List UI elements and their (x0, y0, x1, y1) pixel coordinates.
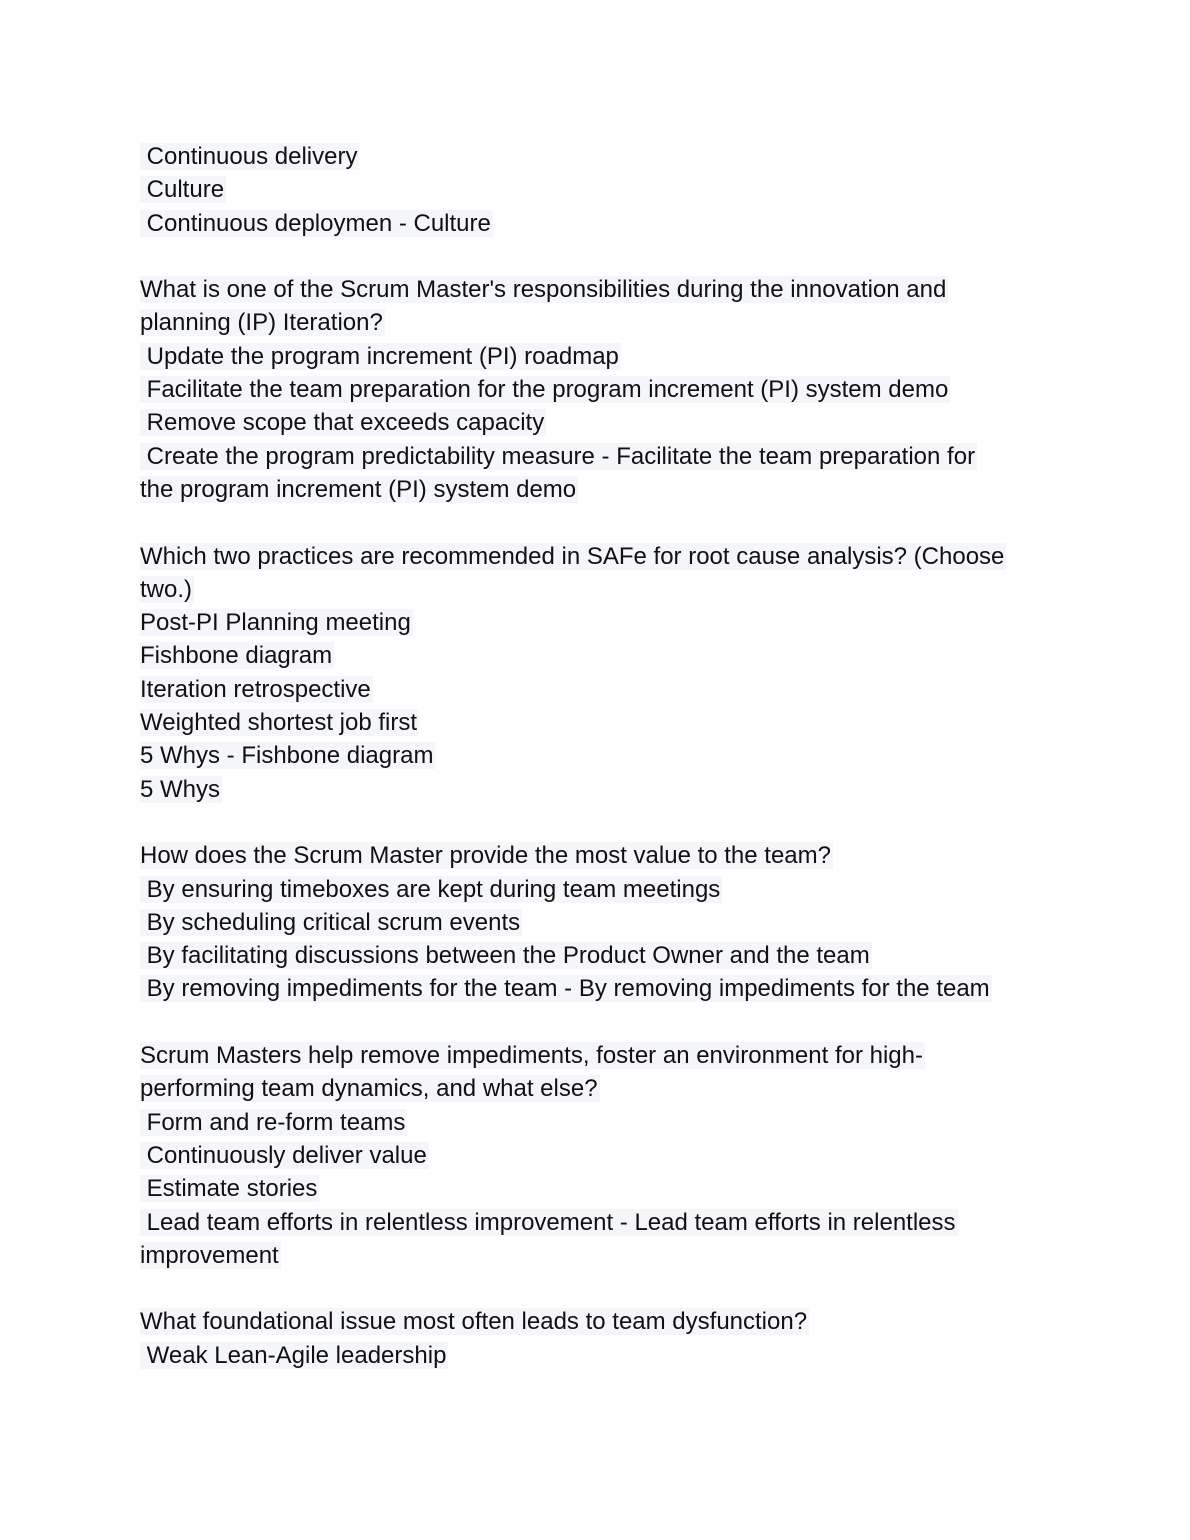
question-line: What foundational issue most often leads to team dysfunction? (140, 1308, 808, 1336)
answer-line: Create the program predictability measure - Facilitate the team preparation for (140, 442, 976, 470)
question-line: Which two practices are recommended in SAFe for root cause analysis? (Choose (140, 542, 1005, 570)
option-line: By facilitating discussions between the Product Owner and the team (140, 942, 870, 970)
question-block-what-else (140, 1039, 1040, 1272)
option-line: Facilitate the team preparation for the program increment (PI) system demo (140, 376, 949, 404)
question-line: How does the Scrum Master provide the most value to the team? (140, 842, 831, 870)
question-line: What is one of the Scrum Master's responsibilities during the innovation and (140, 276, 947, 304)
question-line: planning (IP) Iteration? (140, 309, 383, 337)
option-line: Form and re-form teams (140, 1108, 406, 1136)
option-line: Continuously deliver value (140, 1141, 427, 1169)
answer-line: Lead team efforts in relentless improvement - Lead team efforts in relentless (140, 1208, 956, 1236)
option-line: Update the program increment (PI) roadmap (140, 342, 619, 370)
question-block-dysfunction (140, 1305, 1040, 1372)
document-page (140, 140, 1040, 1372)
answer-line: 5 Whys (140, 775, 221, 803)
answer-block-culture (140, 140, 1040, 240)
answer-line: improvement (140, 1241, 279, 1269)
option-line: Culture (140, 176, 225, 204)
answer-line: the program increment (PI) system demo (140, 475, 577, 503)
option-line: Post-PI Planning meeting (140, 609, 411, 637)
answer-line: 5 Whys - Fishbone diagram (140, 742, 434, 770)
option-line: By ensuring timeboxes are kept during team meetings (140, 875, 721, 903)
question-line: performing team dynamics, and what else? (140, 1075, 598, 1103)
option-line: Estimate stories (140, 1175, 318, 1203)
option-line: Iteration retrospective (140, 675, 371, 703)
question-block-ip-iteration (140, 273, 1040, 506)
spacer (140, 806, 1040, 839)
question-block-root-cause (140, 540, 1040, 806)
option-line: By scheduling critical scrum events (140, 908, 521, 936)
answer-line: Continuous deploymen - Culture (140, 209, 491, 237)
answer-line: By removing impediments for the team - By removing impediments for the team (140, 975, 990, 1003)
spacer (140, 1272, 1040, 1305)
question-line: Scrum Masters help remove impediments, foster an environment for high- (140, 1042, 923, 1070)
option-line: Weak Lean-Agile leadership (140, 1341, 447, 1369)
option-line: Fishbone diagram (140, 642, 333, 670)
option-line: Continuous delivery (140, 143, 358, 170)
question-block-most-value (140, 839, 1040, 1005)
spacer (140, 1006, 1040, 1039)
spacer (140, 240, 1040, 273)
option-line: Weighted shortest job first (140, 709, 418, 737)
spacer (140, 506, 1040, 539)
option-line: Remove scope that exceeds capacity (140, 409, 545, 437)
question-line: two.) (140, 575, 193, 603)
